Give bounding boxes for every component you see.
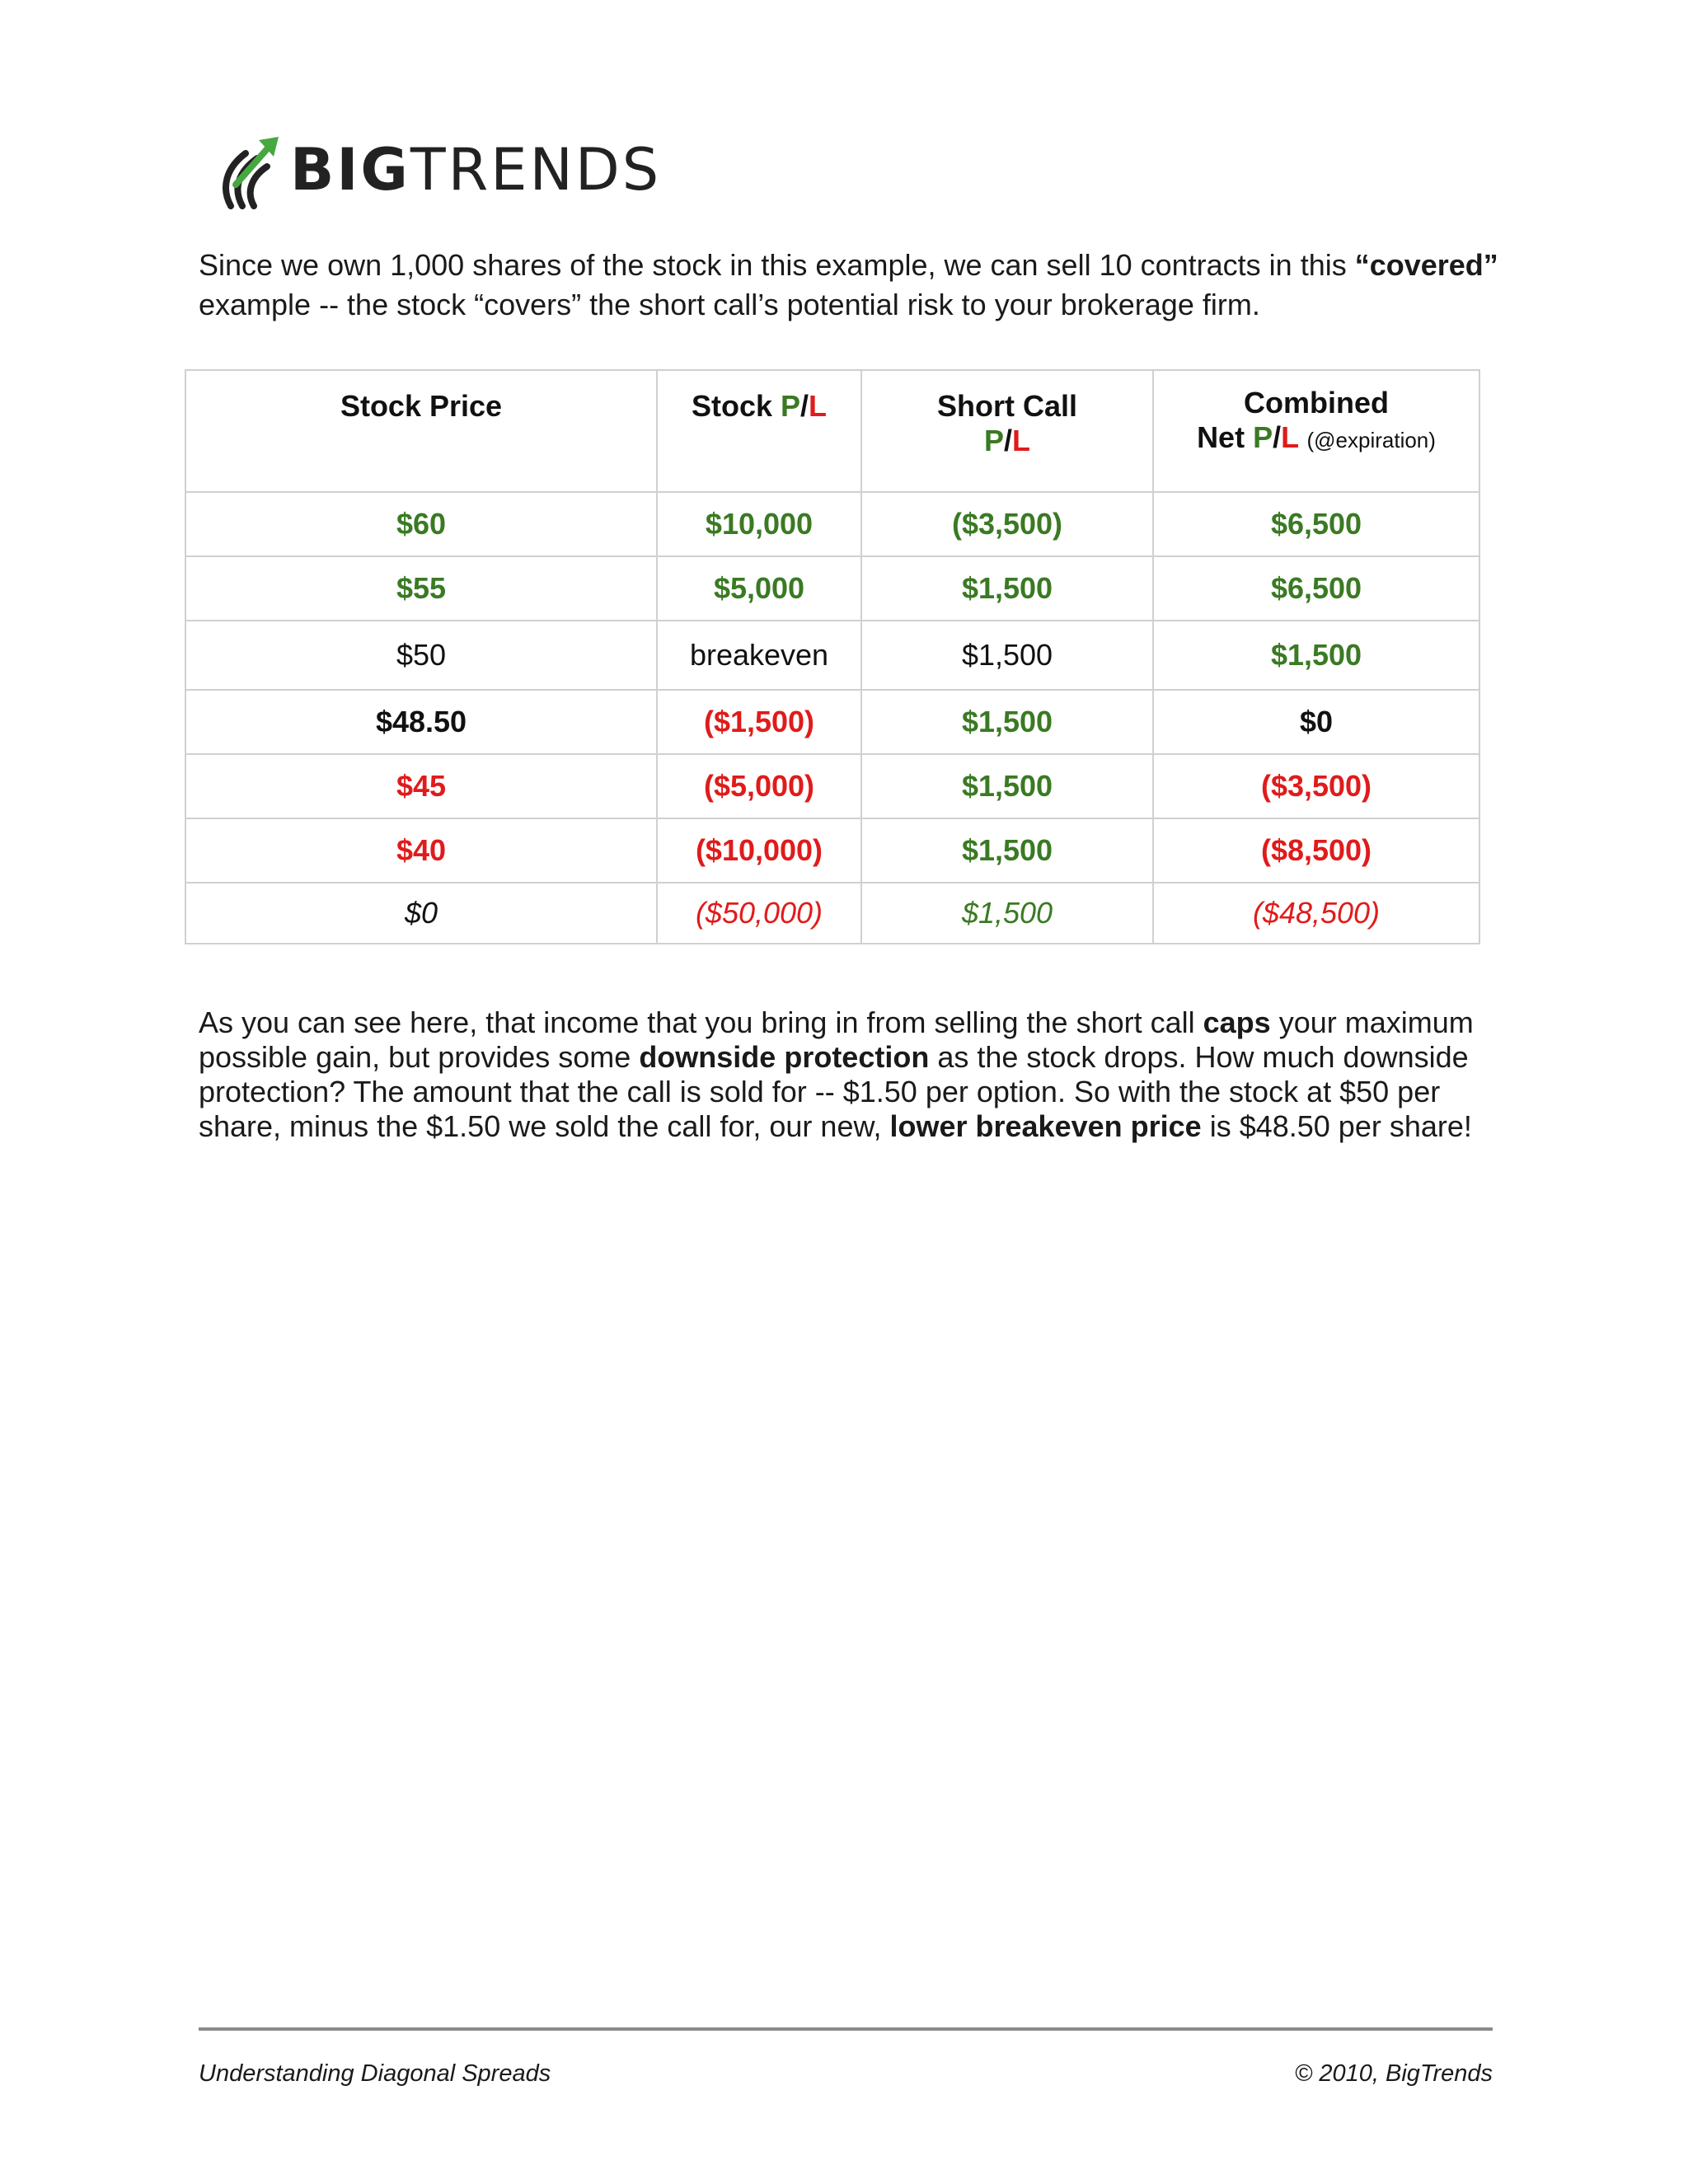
table-row <box>185 492 1479 556</box>
header-short-call-pl: Short Call P/L <box>861 370 1153 492</box>
cell-combined-pl: ($3,500) <box>1153 754 1479 818</box>
bigtrends-logo <box>221 130 661 209</box>
intro-paragraph: Since we own 1,000 shares of the stock in this example, we can sell 10 contracts in this “covered” example -- the stock “covers” the short call’s potential risk to your brokerage firm. <box>199 248 1498 321</box>
header-stock-pl: Stock P/L <box>657 370 861 492</box>
logo-wordmark: BIGTRENDS <box>290 136 662 204</box>
cell-stock-pl: ($5,000) <box>657 754 861 818</box>
table-row <box>185 883 1479 944</box>
cell-stock-pl: ($50,000) <box>657 883 861 944</box>
cell-stock-pl: $5,000 <box>657 556 861 621</box>
cell-combined-pl: $1,500 <box>1153 621 1479 690</box>
cell-short-call-pl: $1,500 <box>861 621 1153 690</box>
table-header-row <box>185 370 1479 492</box>
cell-stock-price: $55 <box>185 556 657 621</box>
cell-stock-price: $45 <box>185 754 657 818</box>
cell-combined-pl: $6,500 <box>1153 492 1479 556</box>
logo-mark-icon <box>221 130 284 209</box>
header-stock-price: Stock Price <box>185 370 657 492</box>
cell-short-call-pl: $1,500 <box>861 883 1153 944</box>
cell-short-call-pl: $1,500 <box>861 754 1153 818</box>
cell-stock-price: $48.50 <box>185 690 657 754</box>
table-row <box>185 754 1479 818</box>
table-row <box>185 690 1479 754</box>
cell-stock-pl: ($10,000) <box>657 818 861 883</box>
footer-copyright: © 2010, BigTrends <box>1294 2060 1493 2087</box>
cell-combined-pl: $0 <box>1153 690 1479 754</box>
explanation-paragraph: As you can see here, that income that you bring in from selling the short call caps your maximum possible gain, but provides some downside protection as the stock drops. How much downside protection? The amount that the call is sold for -- $1.50 per option. So with the stock at $50 per share, minus the $1.50 we sold the call for, our new, lower breakeven price is $48.50 per share! <box>199 1005 1474 1143</box>
pl-table <box>185 369 1480 944</box>
footer-divider <box>199 2027 1493 2031</box>
cell-stock-pl: ($1,500) <box>657 690 861 754</box>
cell-stock-price: $0 <box>185 883 657 944</box>
cell-short-call-pl: $1,500 <box>861 690 1153 754</box>
cell-stock-price: $60 <box>185 492 657 556</box>
cell-combined-pl: ($8,500) <box>1153 818 1479 883</box>
cell-combined-pl: $6,500 <box>1153 556 1479 621</box>
footer-title: Understanding Diagonal Spreads <box>199 2060 551 2087</box>
cell-short-call-pl: ($3,500) <box>861 492 1153 556</box>
cell-stock-pl: $10,000 <box>657 492 861 556</box>
cell-stock-price: $50 <box>185 621 657 690</box>
cell-combined-pl: ($48,500) <box>1153 883 1479 944</box>
cell-short-call-pl: $1,500 <box>861 818 1153 883</box>
cell-stock-pl: breakeven <box>657 621 861 690</box>
table-row <box>185 621 1479 690</box>
table-row <box>185 556 1479 621</box>
cell-short-call-pl: $1,500 <box>861 556 1153 621</box>
table-row <box>185 818 1479 883</box>
cell-stock-price: $40 <box>185 818 657 883</box>
header-combined-net-pl: Combined Net P/L (@expiration) <box>1153 370 1479 492</box>
